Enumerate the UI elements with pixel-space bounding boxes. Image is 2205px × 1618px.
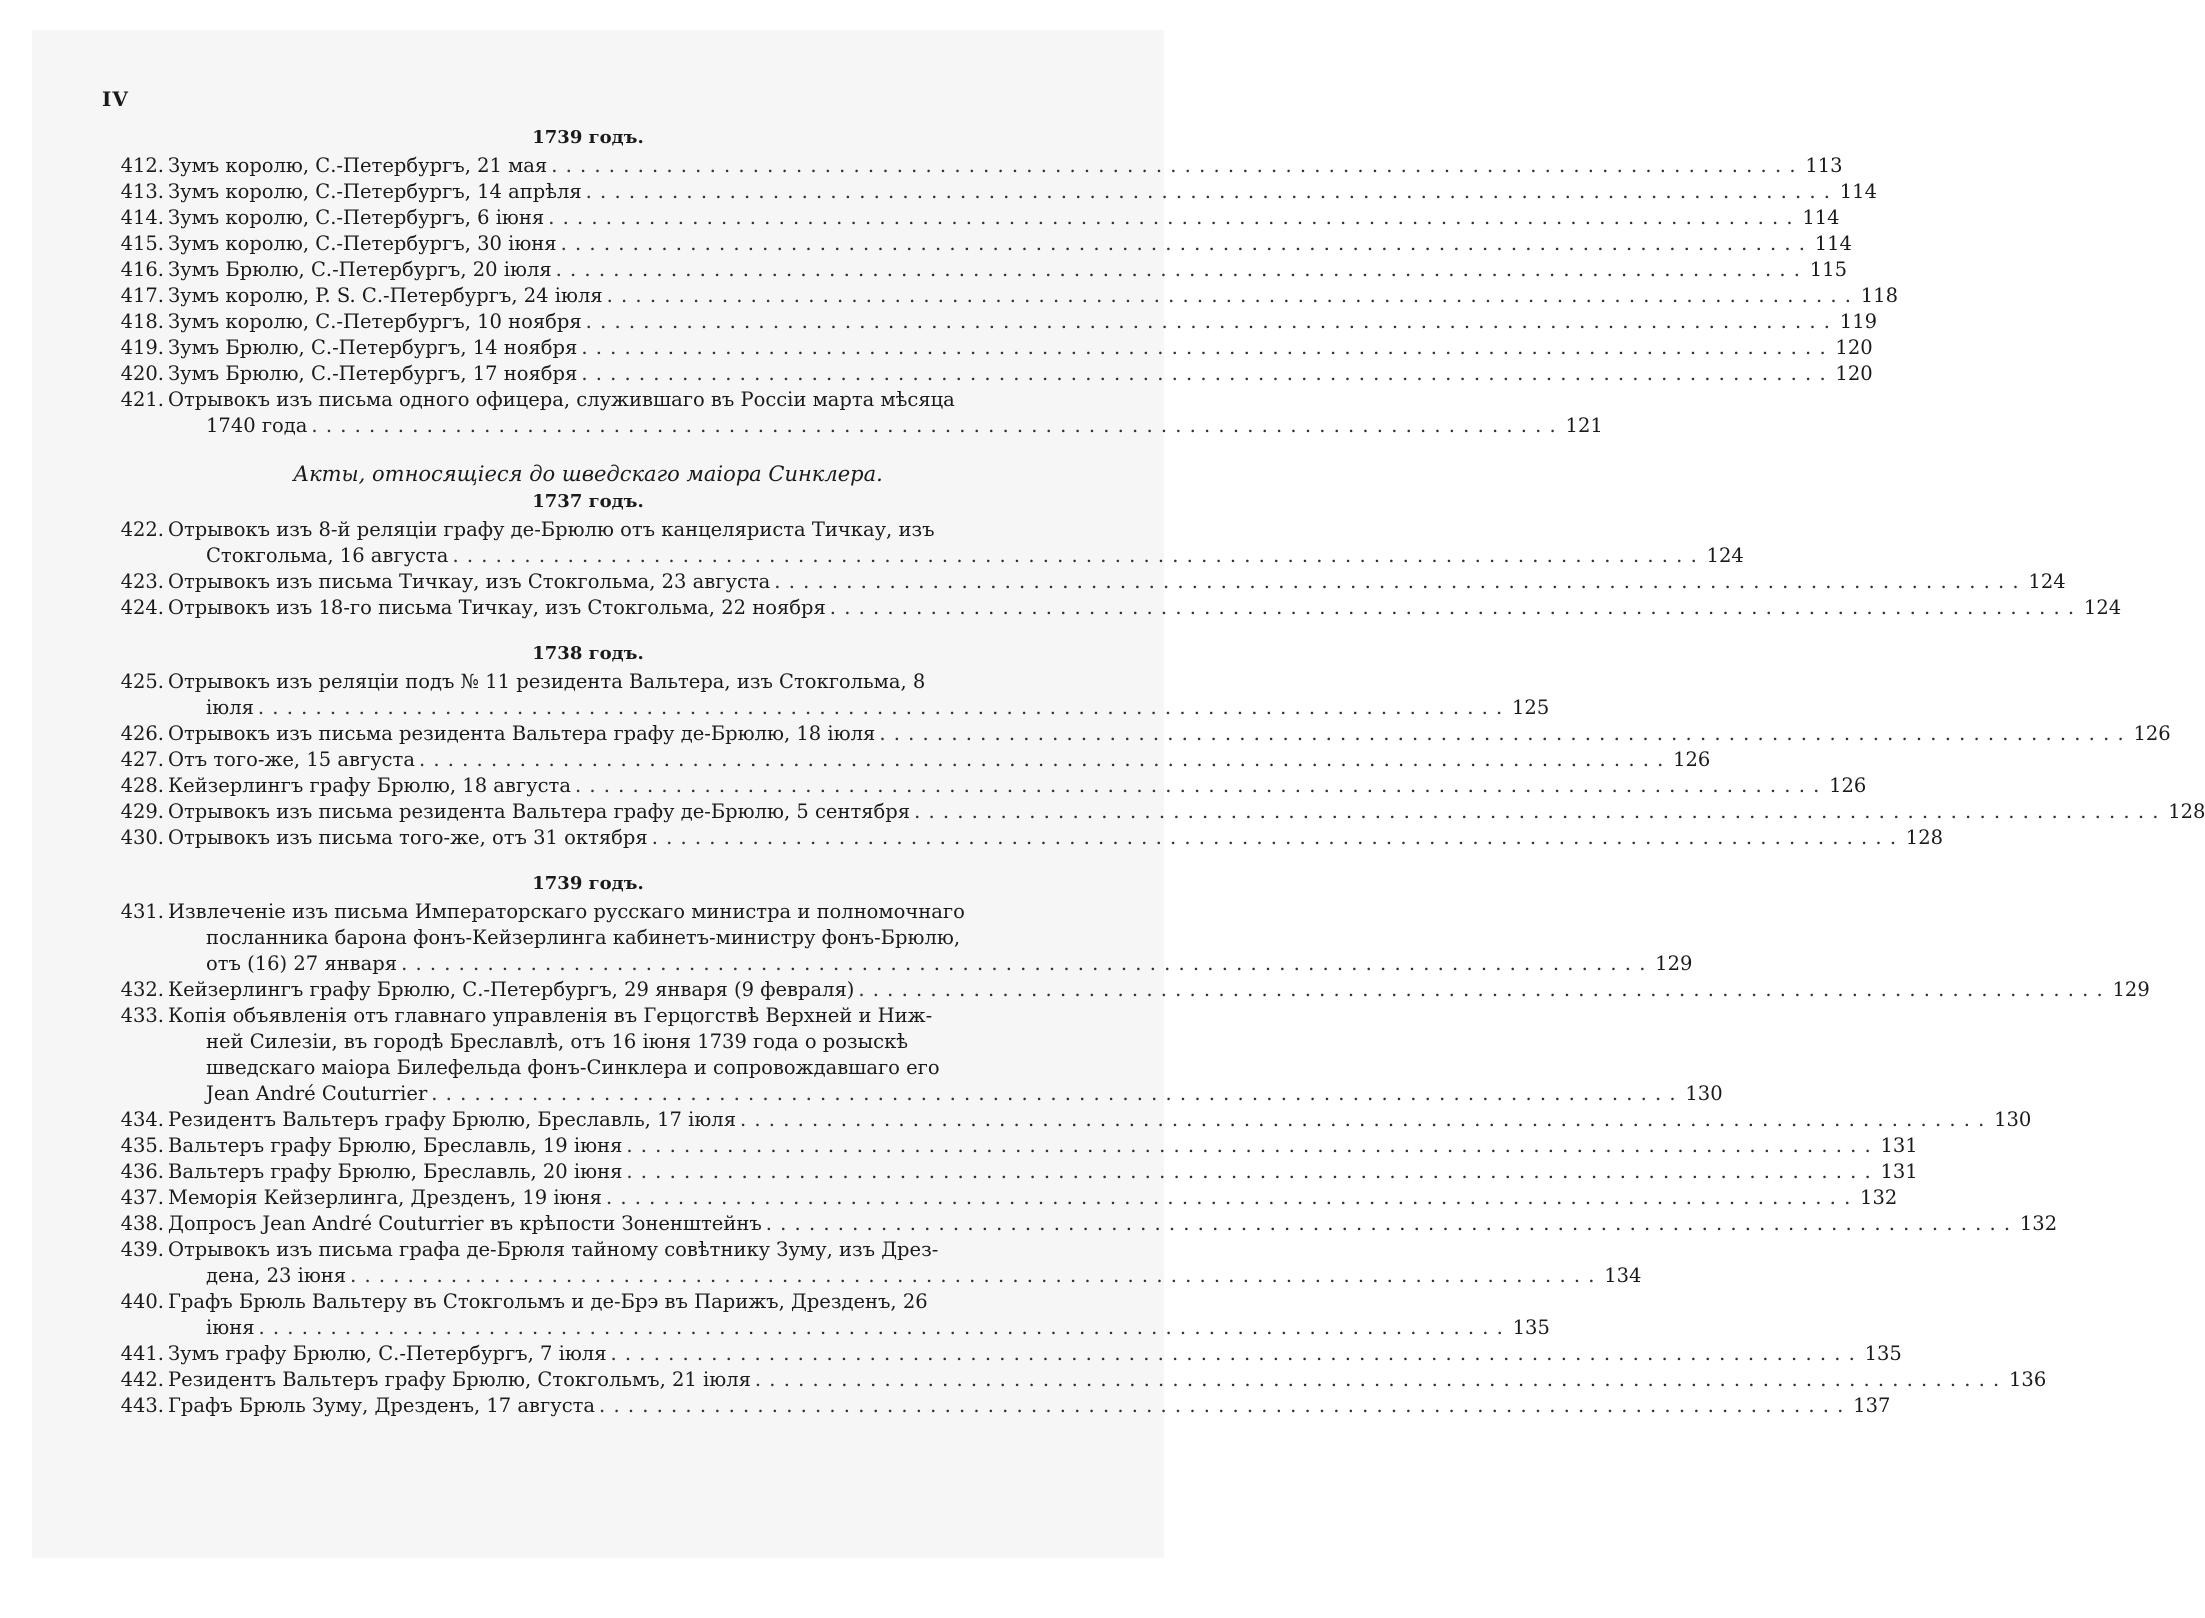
entry-body [164, 309, 1877, 335]
dot-leader [581, 335, 1826, 361]
dot-leader [551, 153, 1796, 179]
entry-body [164, 799, 2205, 825]
page-reference: 124 [2083, 596, 2122, 619]
entry-title: Зумъ Брюлю, С.-Петербургъ, 17 ноября [168, 362, 578, 385]
page-reference: 114 [1839, 180, 1877, 203]
toc-entry [104, 669, 1550, 721]
entry-line [168, 387, 1603, 413]
page-number: IV [102, 87, 129, 111]
entry-line [168, 1289, 1550, 1315]
section-gap [104, 621, 1072, 641]
page [32, 30, 2205, 1558]
page-reference: 130 [1685, 1082, 1723, 1105]
entry-number: 435. [120, 1134, 164, 1157]
section-gap [104, 851, 1072, 871]
entry-line [168, 1315, 1550, 1341]
entry-line [168, 361, 1873, 387]
dot-leader [606, 1185, 1851, 1211]
toc-entry [104, 825, 1944, 851]
entry-body [164, 569, 2066, 595]
entry-line [168, 773, 1866, 799]
toc-entry [104, 1341, 1902, 1367]
entry-title: Вальтеръ графу Брюлю, Бреславль, 20 іюня [168, 1160, 623, 1183]
toc-entry [104, 1107, 2032, 1133]
entry-line [168, 257, 1847, 283]
dot-leader [830, 595, 2075, 621]
dot-leader [431, 1081, 1676, 1107]
entry-title: Резидентъ Вальтеръ графу Брюлю, Стокгольмъ, 21 іюля [168, 1368, 751, 1391]
entry-body [164, 1341, 1902, 1367]
toc-entry [104, 977, 2150, 1003]
toc-entry [104, 361, 1873, 387]
entry-line [168, 951, 1692, 977]
dot-leader [879, 721, 2124, 747]
toc-entry [104, 569, 2066, 595]
page-reference: 120 [1835, 336, 1873, 359]
entry-body [164, 205, 1840, 231]
entry-title: Отрывокъ изъ реляціи подъ № 11 резидента Вальтера, изъ Стокгольма, 8 [168, 670, 926, 693]
dot-leader [914, 799, 2159, 825]
dot-leader [575, 773, 1820, 799]
section-heading: 1737 годъ. [532, 491, 644, 512]
entry-body [164, 257, 1847, 283]
entry-number: 428. [120, 774, 164, 797]
entry-number: 426. [120, 722, 164, 745]
entry-title: посланника барона фонъ-Кейзерлинга кабинетъ-министру фонъ-Брюлю, [206, 926, 961, 949]
dot-leader [548, 205, 1793, 231]
toc-entry [104, 1393, 1891, 1419]
entry-number: 438. [120, 1212, 164, 1235]
entry-title: Зумъ Брюлю, С.-Петербургъ, 14 ноября [168, 336, 578, 359]
entry-title: Зумъ королю, С.-Петербургъ, 14 апрѣля [168, 180, 582, 203]
page-reference: 130 [1994, 1108, 2032, 1131]
entry-number: 424. [120, 596, 164, 619]
entry-line [168, 569, 2066, 595]
entry-body [164, 747, 1710, 773]
entry-title: Отрывокъ изъ письма резидента Вальтера графу де-Брюлю, 5 сентября [168, 800, 911, 823]
page-reference: 135 [1512, 1316, 1550, 1339]
page-reference: 129 [1655, 952, 1693, 975]
entry-body [164, 1133, 1918, 1159]
toc-entry [104, 257, 1847, 283]
toc-entry [104, 335, 1873, 361]
entry-number: 442. [120, 1368, 164, 1391]
toc-entry [104, 153, 1843, 179]
entry-line [168, 799, 2205, 825]
toc-entry [104, 309, 1878, 335]
page-reference: 131 [1880, 1160, 1918, 1183]
entry-line [168, 721, 2171, 747]
entry-title: Копія объявленія отъ главнаго управленія въ Герцогствѣ Верхней и Ниж- [168, 1004, 933, 1027]
entry-line [168, 1133, 1918, 1159]
entry-number: 429. [120, 800, 164, 823]
entry-line [168, 283, 1898, 309]
entry-body [164, 179, 1877, 205]
entry-body [164, 517, 1744, 569]
entry-title: Зумъ королю, С.-Петербургъ, 21 мая [168, 154, 548, 177]
page-reference: 135 [1864, 1342, 1902, 1365]
dot-leader [858, 977, 2103, 1003]
entry-line [168, 309, 1877, 335]
entry-number: 432. [120, 978, 164, 1001]
page-reference: 120 [1835, 362, 1873, 385]
entry-line [168, 413, 1603, 439]
entry-body [164, 595, 2121, 621]
entry-number: 415. [120, 232, 164, 255]
entry-title: іюля [206, 696, 254, 719]
entry-number: 416. [120, 258, 164, 281]
page-reference: 121 [1565, 414, 1603, 437]
entry-body [164, 1237, 1641, 1289]
entry-body [164, 387, 1603, 439]
page-reference: 114 [1814, 232, 1852, 255]
entry-body [164, 669, 1549, 721]
entry-line [168, 517, 1744, 543]
entry-number: 427. [120, 748, 164, 771]
toc-entry [104, 1159, 1918, 1185]
entry-line [168, 231, 1852, 257]
page-reference: 136 [2009, 1368, 2047, 1391]
toc-entry [104, 1237, 1642, 1289]
dot-leader [607, 283, 1852, 309]
entry-body [164, 231, 1852, 257]
toc-entry [104, 387, 1603, 439]
entry-title: ней Силезіи, въ городѣ Бреславлѣ, отъ 16 іюня 1739 года о розыскѣ [206, 1030, 909, 1053]
entry-title: Резидентъ Вальтеръ графу Брюлю, Бреславль, 17 іюля [168, 1108, 736, 1131]
entry-body [164, 1393, 1890, 1419]
entry-title: дена, 23 іюня [206, 1264, 347, 1287]
toc-entry [104, 773, 1867, 799]
entry-line [168, 695, 1549, 721]
page-reference: 126 [1673, 748, 1711, 771]
entry-title: Меморія Кейзерлинга, Дрезденъ, 19 іюня [168, 1186, 602, 1209]
dot-leader [626, 1133, 1871, 1159]
page-reference: 132 [2019, 1212, 2058, 1235]
entry-title: Допросъ Jean André Couturrier въ крѣпости Зоненштейнъ [168, 1212, 762, 1235]
dot-leader [740, 1107, 1985, 1133]
page-reference: 137 [1853, 1394, 1891, 1417]
entry-line [168, 595, 2121, 621]
entry-number: 419. [120, 336, 164, 359]
page-reference: 132 [1860, 1186, 1898, 1209]
entry-title: Зумъ графу Брюлю, С.-Петербургъ, 7 іюля [168, 1342, 607, 1365]
entry-title: Кейзерлингъ графу Брюлю, 18 августа [168, 774, 571, 797]
entry-line [168, 1107, 2031, 1133]
entry-title: отъ (16) 27 января [206, 952, 398, 975]
entry-line [168, 1185, 1897, 1211]
toc-entry [104, 899, 1693, 977]
dot-leader [350, 1263, 1595, 1289]
entry-title: Извлеченіе изъ письма Императорскаго русскаго министра и полномочнаго [168, 900, 965, 923]
entry-number: 417. [120, 284, 164, 307]
entry-number: 441. [120, 1342, 164, 1365]
entry-title: Зумъ королю, С.-Петербургъ, 6 іюня [168, 206, 545, 229]
page-reference: 129 [2112, 978, 2150, 1001]
dot-leader [755, 1367, 2000, 1393]
dot-leader [452, 543, 1697, 569]
entry-line [168, 543, 1744, 569]
page-reference: 115 [1809, 258, 1847, 281]
entry-line [168, 205, 1840, 231]
dot-leader [258, 695, 1503, 721]
page-reference: 124 [2028, 570, 2066, 593]
entry-body [164, 899, 1692, 977]
entry-body [164, 773, 1866, 799]
entry-line [168, 1263, 1641, 1289]
entry-title: Отрывокъ изъ письма графа де-Брюля тайному совѣтнику Зуму, изъ Дрез- [168, 1238, 939, 1261]
entry-body [164, 1367, 2046, 1393]
entry-line [168, 153, 1843, 179]
entry-title: Отъ того-же, 15 августа [168, 748, 415, 771]
entry-number: 437. [120, 1186, 164, 1209]
entry-line [168, 747, 1710, 773]
toc-entry [104, 231, 1852, 257]
dot-leader [611, 1341, 1856, 1367]
entry-title: 1740 года [206, 414, 308, 437]
entry-title: Вальтеръ графу Брюлю, Бреславль, 19 іюня [168, 1134, 623, 1157]
entry-number: 425. [120, 670, 164, 693]
toc-entry [104, 1133, 1918, 1159]
page-reference: 125 [1512, 696, 1550, 719]
entry-number: 418. [120, 310, 164, 333]
entry-title: Стокгольма, 16 августа [206, 544, 449, 567]
section-heading: 1738 годъ. [532, 643, 644, 664]
entry-line [168, 1237, 1641, 1263]
dot-leader [766, 1211, 2011, 1237]
dot-leader [599, 1393, 1844, 1419]
entry-number: 439. [120, 1238, 164, 1261]
section-heading: 1739 годъ. [532, 127, 644, 148]
dot-leader [556, 257, 1801, 283]
entry-title: Отрывокъ изъ письма резидента Вальтера графу де-Брюлю, 18 іюля [168, 722, 876, 745]
entry-body [164, 335, 1873, 361]
entry-body [164, 1289, 1550, 1341]
entry-line [168, 977, 2150, 1003]
entry-title: Зумъ королю, С.-Петербургъ, 30 іюня [168, 232, 557, 255]
entry-title: Отрывокъ изъ письма одного офицера, служившаго въ Россіи марта мѣсяца [168, 388, 955, 411]
entry-number: 443. [120, 1394, 164, 1417]
dot-leader [311, 413, 1556, 439]
entry-line [168, 1029, 1723, 1055]
page-reference: 118 [1860, 284, 1898, 307]
entry-title: шведскаго маіора Билефельда фонъ-Синклера и сопровождавшаго его [206, 1056, 940, 1079]
entry-body [164, 153, 1843, 179]
entry-line [168, 1055, 1723, 1081]
dot-leader [586, 179, 1831, 205]
page-reference: 124 [1706, 544, 1744, 567]
dot-leader [626, 1159, 1871, 1185]
page-reference: 119 [1839, 310, 1878, 333]
toc-entry [104, 205, 1840, 231]
entry-line [168, 179, 1877, 205]
section-gap [104, 439, 1072, 459]
toc-entry [104, 1185, 1898, 1211]
entry-body [164, 1185, 1897, 1211]
entry-number: 420. [120, 362, 164, 385]
page-reference: 131 [1880, 1134, 1918, 1157]
page-reference: 126 [2133, 722, 2171, 745]
dot-leader [652, 825, 1897, 851]
entry-number: 414. [120, 206, 164, 229]
toc-entry [104, 179, 1877, 205]
dot-leader [259, 1315, 1504, 1341]
entry-line [168, 899, 1692, 925]
entry-line [168, 1003, 1723, 1029]
entry-title: Отрывокъ изъ письма того-же, отъ 31 октября [168, 826, 648, 849]
toc-entry [104, 283, 1898, 309]
dot-leader [774, 569, 2019, 595]
toc-entry [104, 1289, 1550, 1341]
entry-title: Кейзерлингъ графу Брюлю, С.-Петербургъ, 29 января (9 февраля) [168, 978, 855, 1001]
entry-line [168, 925, 1692, 951]
page-reference: 113 [1805, 154, 1843, 177]
entry-line [168, 1211, 2057, 1237]
entry-line [168, 1393, 1890, 1419]
entry-line [168, 825, 1943, 851]
entry-title: Зумъ Брюлю, С.-Петербургъ, 20 іюля [168, 258, 552, 281]
entry-title: Отрывокъ изъ письма Тичкау, изъ Стокгольма, 23 августа [168, 570, 771, 593]
entry-line [168, 1367, 2046, 1393]
page-reference: 134 [1604, 1264, 1642, 1287]
entry-number: 422. [120, 518, 164, 541]
page-reference: 128 [2168, 800, 2205, 823]
dot-leader [419, 747, 1664, 773]
entry-body [164, 977, 2150, 1003]
entry-title: Отрывокъ изъ 8-й реляціи графу де-Брюлю отъ канцеляриста Тичкау, изъ [168, 518, 935, 541]
entry-title: Зумъ королю, P. S. С.-Петербургъ, 24 іюля [168, 284, 603, 307]
entry-body [164, 1003, 1723, 1107]
entry-title: Зумъ королю, С.-Петербургъ, 10 ноября [168, 310, 582, 333]
dot-leader [581, 361, 1826, 387]
entry-title: Jean André Couturrier [206, 1082, 428, 1105]
entry-number: 436. [120, 1160, 164, 1183]
toc-entry [104, 747, 1711, 773]
page-reference: 114 [1802, 206, 1840, 229]
toc-entry [104, 799, 2205, 825]
toc-entry [104, 1003, 1723, 1107]
entry-number: 430. [120, 826, 164, 849]
dot-leader [401, 951, 1646, 977]
entry-body [164, 1107, 2031, 1133]
entry-number: 412. [120, 154, 164, 177]
toc-entry [104, 721, 2171, 747]
entry-number: 413. [120, 180, 164, 203]
entry-line [168, 1159, 1918, 1185]
entry-number: 440. [120, 1290, 164, 1313]
entry-line [168, 669, 1549, 695]
toc-entry [104, 1367, 2047, 1393]
entry-number: 421. [120, 388, 164, 411]
entry-body [164, 361, 1873, 387]
entry-title: Отрывокъ изъ 18-го письма Тичкау, изъ Стокгольма, 22 ноября [168, 596, 826, 619]
section-subtitle: Акты, относящіеся до шведскаго маіора Синклера. [293, 462, 883, 486]
entry-body [164, 825, 1943, 851]
entry-line [168, 1341, 1902, 1367]
toc-entry [104, 517, 1744, 569]
toc-entry [104, 1211, 2058, 1237]
entry-body [164, 1211, 2057, 1237]
entry-title: іюня [206, 1316, 255, 1339]
dot-leader [561, 231, 1806, 257]
toc-entry [104, 595, 2122, 621]
entry-line [168, 335, 1873, 361]
entry-body [164, 283, 1898, 309]
entry-body [164, 721, 2171, 747]
entry-body [164, 1159, 1918, 1185]
page-reference: 128 [1905, 826, 1944, 849]
entry-number: 423. [120, 570, 164, 593]
table-of-contents [104, 125, 2205, 1419]
entry-number: 433. [120, 1004, 164, 1027]
page-reference: 126 [1829, 774, 1867, 797]
entry-title: Графъ Брюль Вальтеру въ Стокгольмъ и де-Брэ въ Парижъ, Дрезденъ, 26 [168, 1290, 928, 1313]
entry-title: Графъ Брюль Зуму, Дрезденъ, 17 августа [168, 1394, 596, 1417]
section-heading: 1739 годъ. [532, 873, 644, 894]
entry-number: 434. [120, 1108, 164, 1131]
dot-leader [586, 309, 1831, 335]
entry-number: 431. [120, 900, 164, 923]
entry-line [168, 1081, 1723, 1107]
